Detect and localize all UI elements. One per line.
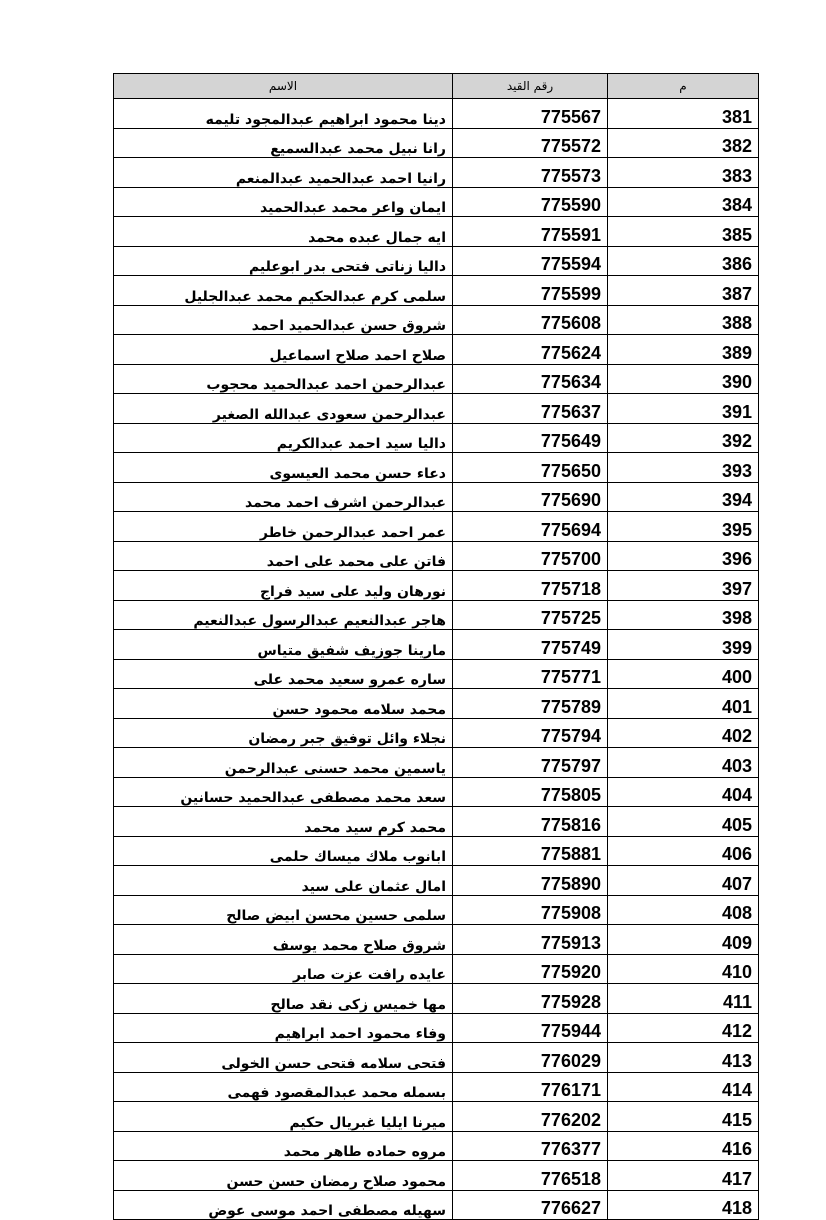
- student-name-cell: عبدالرحمن اشرف احمد محمد: [114, 482, 453, 512]
- registration-number-cell: 775591: [453, 217, 608, 247]
- table-row: [114, 158, 759, 188]
- table-row: [114, 1190, 759, 1220]
- row-index-cell: 397: [608, 571, 759, 601]
- column-header-name: الاسم: [114, 74, 453, 99]
- registration-number-cell: 775650: [453, 453, 608, 483]
- registration-number-cell: 775572: [453, 128, 608, 158]
- table-row: [114, 394, 759, 424]
- student-name-cell: ياسمين محمد حسنى عبدالرحمن: [114, 748, 453, 778]
- table-row: [114, 895, 759, 925]
- row-index-cell: 395: [608, 512, 759, 542]
- registration-number-cell: 775944: [453, 1013, 608, 1043]
- student-name-cell: شروق صلاح محمد يوسف: [114, 925, 453, 955]
- student-name-cell: بسمله محمد عبدالمقصود فهمى: [114, 1072, 453, 1102]
- table-row: [114, 1102, 759, 1132]
- row-index-cell: 404: [608, 777, 759, 807]
- registration-number-cell: 775718: [453, 571, 608, 601]
- table-row: [114, 335, 759, 365]
- table-row: [114, 689, 759, 719]
- registration-number-cell: 776518: [453, 1161, 608, 1191]
- registration-number-cell: 775890: [453, 866, 608, 896]
- table-row: [114, 364, 759, 394]
- row-index-cell: 401: [608, 689, 759, 719]
- row-index-cell: 384: [608, 187, 759, 217]
- student-name-cell: نورهان وليد على سيد فراج: [114, 571, 453, 601]
- table-row: [114, 1131, 759, 1161]
- table-row: [114, 807, 759, 837]
- row-index-cell: 411: [608, 984, 759, 1014]
- student-name-cell: ساره عمرو سعيد محمد على: [114, 659, 453, 689]
- row-index-cell: 405: [608, 807, 759, 837]
- table-row: [114, 777, 759, 807]
- table-header-row: [114, 74, 759, 99]
- registration-number-cell: 775608: [453, 305, 608, 335]
- row-index-cell: 415: [608, 1102, 759, 1132]
- student-name-cell: سلمى حسين محسن ابيض صالح: [114, 895, 453, 925]
- row-index-cell: 400: [608, 659, 759, 689]
- table-row: [114, 423, 759, 453]
- registration-number-cell: 775594: [453, 246, 608, 276]
- table-row: [114, 925, 759, 955]
- row-index-cell: 396: [608, 541, 759, 571]
- row-index-cell: 413: [608, 1043, 759, 1073]
- table-row: [114, 984, 759, 1014]
- student-name-cell: سلمى كرم عبدالحكيم محمد عبدالجليل: [114, 276, 453, 306]
- table-row: [114, 836, 759, 866]
- table-row: [114, 1043, 759, 1073]
- registration-number-cell: 776377: [453, 1131, 608, 1161]
- student-name-cell: مروه حماده طاهر محمد: [114, 1131, 453, 1161]
- table-row: [114, 1072, 759, 1102]
- registration-number-cell: 775634: [453, 364, 608, 394]
- student-name-cell: ايه جمال عبده محمد: [114, 217, 453, 247]
- student-name-cell: عايده رافت عزت صابر: [114, 954, 453, 984]
- table-row: [114, 246, 759, 276]
- row-index-cell: 402: [608, 718, 759, 748]
- registration-number-cell: 775725: [453, 600, 608, 630]
- row-index-cell: 390: [608, 364, 759, 394]
- student-name-cell: شروق حسن عبدالحميد احمد: [114, 305, 453, 335]
- table-row: [114, 541, 759, 571]
- registration-number-cell: 775794: [453, 718, 608, 748]
- table-row: [114, 305, 759, 335]
- student-name-cell: هاجر عبدالنعيم عبدالرسول عبدالنعيم: [114, 600, 453, 630]
- row-index-cell: 381: [608, 99, 759, 129]
- registration-number-cell: 775913: [453, 925, 608, 955]
- registration-number-cell: 775694: [453, 512, 608, 542]
- student-name-cell: داليا سيد احمد عبدالكريم: [114, 423, 453, 453]
- student-name-cell: فتحى سلامه فتحى حسن الخولى: [114, 1043, 453, 1073]
- table-row: [114, 1013, 759, 1043]
- table-row: [114, 630, 759, 660]
- row-index-cell: 418: [608, 1190, 759, 1220]
- row-index-cell: 414: [608, 1072, 759, 1102]
- row-index-cell: 409: [608, 925, 759, 955]
- registration-number-cell: 775649: [453, 423, 608, 453]
- student-name-cell: عبدالرحمن سعودى عبدالله الصغير: [114, 394, 453, 424]
- registration-number-cell: 775624: [453, 335, 608, 365]
- student-name-cell: سهيله مصطفى احمد موسى عوض: [114, 1190, 453, 1220]
- registration-number-cell: 775928: [453, 984, 608, 1014]
- registration-number-cell: 775567: [453, 99, 608, 129]
- row-index-cell: 403: [608, 748, 759, 778]
- student-name-cell: رانا نبيل محمد عبدالسميع: [114, 128, 453, 158]
- student-name-cell: عبدالرحمن احمد عبدالحميد محجوب: [114, 364, 453, 394]
- student-name-cell: فاتن على محمد على احمد: [114, 541, 453, 571]
- table-row: [114, 571, 759, 601]
- table-row: [114, 276, 759, 306]
- registration-number-cell: 775599: [453, 276, 608, 306]
- student-name-cell: داليا زناتى فتحى بدر ابوعليم: [114, 246, 453, 276]
- table-row: [114, 748, 759, 778]
- student-name-cell: محمود صلاح رمضان حسن حسن: [114, 1161, 453, 1191]
- table-row: [114, 659, 759, 689]
- row-index-cell: 392: [608, 423, 759, 453]
- student-roster-table: [113, 73, 759, 1220]
- registration-number-cell: 776627: [453, 1190, 608, 1220]
- row-index-cell: 385: [608, 217, 759, 247]
- student-name-cell: ميرنا ايليا غبريال حكيم: [114, 1102, 453, 1132]
- row-index-cell: 387: [608, 276, 759, 306]
- row-index-cell: 398: [608, 600, 759, 630]
- row-index-cell: 412: [608, 1013, 759, 1043]
- table-row: [114, 954, 759, 984]
- row-index-cell: 394: [608, 482, 759, 512]
- row-index-cell: 408: [608, 895, 759, 925]
- registration-number-cell: 776202: [453, 1102, 608, 1132]
- registration-number-cell: 775590: [453, 187, 608, 217]
- row-index-cell: 406: [608, 836, 759, 866]
- student-name-cell: مارينا جوزيف شفيق متياس: [114, 630, 453, 660]
- registration-number-cell: 775920: [453, 954, 608, 984]
- row-index-cell: 399: [608, 630, 759, 660]
- student-name-cell: دينا محمود ابراهيم عبدالمجود تليمه: [114, 99, 453, 129]
- table-row: [114, 1161, 759, 1191]
- table-row: [114, 718, 759, 748]
- registration-number-cell: 775573: [453, 158, 608, 188]
- table-row: [114, 217, 759, 247]
- column-header-index: م: [608, 74, 759, 99]
- table-row: [114, 866, 759, 896]
- student-roster-sheet: [113, 73, 758, 1220]
- student-name-cell: رانيا احمد عبدالحميد عبدالمنعم: [114, 158, 453, 188]
- registration-number-cell: 775637: [453, 394, 608, 424]
- row-index-cell: 388: [608, 305, 759, 335]
- student-name-cell: نجلاء وائل توفيق جبر رمضان: [114, 718, 453, 748]
- registration-number-cell: 775908: [453, 895, 608, 925]
- row-index-cell: 407: [608, 866, 759, 896]
- table-body: [114, 99, 759, 1220]
- row-index-cell: 417: [608, 1161, 759, 1191]
- registration-number-cell: 775700: [453, 541, 608, 571]
- student-name-cell: محمد كرم سيد محمد: [114, 807, 453, 837]
- registration-number-cell: 776029: [453, 1043, 608, 1073]
- student-name-cell: سعد محمد مصطفى عبدالحميد حسانين: [114, 777, 453, 807]
- student-name-cell: وفاء محمود احمد ابراهيم: [114, 1013, 453, 1043]
- row-index-cell: 389: [608, 335, 759, 365]
- student-name-cell: مها خميس زكى نقد صالح: [114, 984, 453, 1014]
- registration-number-cell: 775749: [453, 630, 608, 660]
- registration-number-cell: 775816: [453, 807, 608, 837]
- registration-number-cell: 775690: [453, 482, 608, 512]
- student-name-cell: ابانوب ملاك ميساك حلمى: [114, 836, 453, 866]
- table-row: [114, 453, 759, 483]
- table-row: [114, 187, 759, 217]
- registration-number-cell: 776171: [453, 1072, 608, 1102]
- registration-number-cell: 775797: [453, 748, 608, 778]
- table-row: [114, 512, 759, 542]
- table-row: [114, 482, 759, 512]
- registration-number-cell: 775771: [453, 659, 608, 689]
- column-header-registration-number: رقم القيد: [453, 74, 608, 99]
- row-index-cell: 383: [608, 158, 759, 188]
- row-index-cell: 386: [608, 246, 759, 276]
- table-row: [114, 128, 759, 158]
- row-index-cell: 410: [608, 954, 759, 984]
- table-row: [114, 600, 759, 630]
- table-row: [114, 99, 759, 129]
- row-index-cell: 382: [608, 128, 759, 158]
- row-index-cell: 393: [608, 453, 759, 483]
- row-index-cell: 416: [608, 1131, 759, 1161]
- student-name-cell: عمر احمد عبدالرحمن خاطر: [114, 512, 453, 542]
- registration-number-cell: 775805: [453, 777, 608, 807]
- student-name-cell: صلاح احمد صلاح اسماعيل: [114, 335, 453, 365]
- registration-number-cell: 775881: [453, 836, 608, 866]
- student-name-cell: محمد سلامه محمود حسن: [114, 689, 453, 719]
- student-name-cell: امال عثمان على سيد: [114, 866, 453, 896]
- student-name-cell: ايمان واعر محمد عبدالحميد: [114, 187, 453, 217]
- row-index-cell: 391: [608, 394, 759, 424]
- registration-number-cell: 775789: [453, 689, 608, 719]
- student-name-cell: دعاء حسن محمد العيسوى: [114, 453, 453, 483]
